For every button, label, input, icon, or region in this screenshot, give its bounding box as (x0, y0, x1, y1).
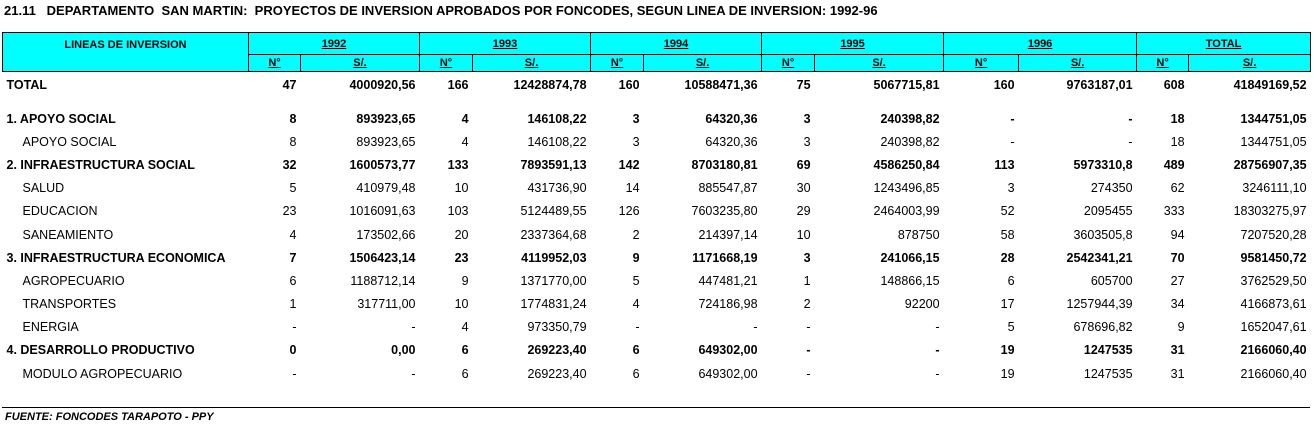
cell-amount: 317711,00 (357, 297, 416, 312)
cell-count: 52 (1000, 204, 1015, 219)
cell-amount: 9763187,01 (1066, 78, 1133, 92)
cell-count: - (1010, 111, 1015, 126)
cell-count: 28 (1000, 250, 1015, 265)
cell-count: 47 (282, 78, 297, 92)
table-row (3, 107, 1311, 130)
cell-count: 69 (796, 157, 811, 172)
cell-amount: 7207520,28 (1240, 227, 1307, 242)
cell-count: 489 (1163, 157, 1185, 172)
cell-count: 18 (1170, 134, 1185, 149)
cell-amount: 214397,14 (698, 227, 758, 242)
cell-count: 6 (289, 273, 297, 288)
cell-amount: 1016091,63 (349, 204, 416, 219)
cell-amount: 2337364,68 (520, 227, 587, 242)
cell-count: 6 (461, 343, 469, 358)
cell-amount: 1344751,05 (1240, 134, 1307, 149)
cell-amount: 10588471,36 (684, 78, 758, 92)
cell-count: 27 (1170, 273, 1185, 288)
cell-count: 30 (796, 181, 811, 196)
page-title: 21.11 DEPARTAMENTO SAN MARTIN: PROYECTOS DE INVERSION APROBADOS POR FONCODES, SEGUN LINEA DE INVERSION: 1992-96 (4, 3, 878, 18)
table-row (3, 130, 1311, 153)
cell-amount: 41849169,52 (1233, 78, 1307, 92)
cell-count: 142 (618, 157, 640, 172)
cell-amount: 5124489,55 (520, 204, 587, 219)
cell-count: 3 (803, 134, 811, 149)
header-n: N° (1137, 55, 1189, 72)
cell-count: 17 (1000, 297, 1015, 312)
cell-count: 19 (1000, 366, 1015, 381)
cell-amount: 3762529,50 (1240, 273, 1307, 288)
cell-count: - (806, 343, 811, 358)
cell-count: 3 (632, 111, 640, 126)
cell-count: 160 (618, 78, 640, 92)
header-year-1992: 1992 (249, 33, 420, 55)
cell-count: 608 (1163, 78, 1185, 92)
row-label: SANEAMIENTO (22, 227, 114, 242)
cell-count: 4 (289, 227, 297, 242)
cell-count: 3 (803, 250, 811, 265)
cell-amount: 12428874,78 (513, 78, 587, 92)
cell-amount: 724186,98 (698, 297, 758, 312)
cell-amount: - (935, 343, 940, 358)
cell-amount: 274350 (1090, 181, 1133, 196)
header-s: S/. (815, 55, 944, 72)
cell-amount: 1247535 (1083, 366, 1133, 381)
table-row (3, 153, 1311, 176)
cell-count: 20 (454, 227, 469, 242)
header-s: S/. (644, 55, 762, 72)
header-year-1996: 1996 (944, 33, 1137, 55)
cell-count: 2 (803, 297, 811, 312)
cell-count: 9 (461, 273, 469, 288)
cell-count: 58 (1000, 227, 1015, 242)
cell-amount: 1774831,24 (520, 297, 587, 312)
cell-count: 1 (803, 273, 811, 288)
cell-count: 62 (1170, 181, 1185, 196)
cell-amount: 1652047,61 (1240, 320, 1307, 335)
cell-amount: 2166060,40 (1240, 366, 1307, 381)
cell-count: 23 (282, 204, 297, 219)
cell-amount: 1600573,77 (349, 157, 416, 172)
header-s: S/. (1189, 55, 1311, 72)
cell-count: 7 (289, 250, 297, 265)
cell-amount: 1371770,00 (520, 273, 587, 288)
table-row (3, 223, 1311, 246)
cell-amount: - (1128, 134, 1133, 149)
cell-amount: 3603505,8 (1073, 227, 1133, 242)
row-label: 3. INFRAESTRUCTURA ECONOMICA (6, 250, 226, 265)
cell-amount: 92200 (904, 297, 940, 312)
cell-amount: 269223,40 (527, 366, 587, 381)
header-year-1995: 1995 (762, 33, 944, 55)
cell-count: 14 (625, 181, 640, 196)
cell-count: 3 (803, 111, 811, 126)
cell-amount: 240398,82 (880, 134, 940, 149)
cell-amount: 1506423,14 (349, 250, 416, 265)
table-row (3, 293, 1311, 316)
cell-amount: 4000920,56 (349, 78, 416, 92)
cell-amount: 28756907,35 (1233, 157, 1307, 172)
cell-count: 126 (618, 204, 640, 219)
table-row (3, 72, 1311, 99)
row-label: ENERGIA (22, 320, 79, 335)
cell-count: - (1010, 134, 1015, 149)
header-year-total: TOTAL (1137, 33, 1311, 55)
cell-amount: 410979,48 (356, 181, 416, 196)
cell-count: 4 (461, 320, 469, 335)
cell-amount: 269223,40 (527, 343, 587, 358)
table-row (3, 269, 1311, 292)
row-label: TOTAL (6, 78, 48, 92)
cell-amount: 1247535 (1083, 343, 1133, 358)
cell-count: 5 (1007, 320, 1015, 335)
cell-amount: 5067715,81 (873, 78, 940, 92)
cell-count: 31 (1170, 343, 1185, 358)
table-row (3, 246, 1311, 269)
row-label: AGROPECUARIO (22, 273, 125, 288)
cell-amount: 649302,00 (698, 343, 758, 358)
cell-amount: - (411, 366, 416, 381)
cell-count: 333 (1163, 204, 1185, 219)
cell-count: - (806, 320, 811, 335)
cell-count: - (635, 320, 640, 335)
spacer-row (3, 98, 1311, 107)
row-label: SALUD (22, 181, 65, 196)
cell-count: 3 (1007, 181, 1015, 196)
cell-count: 0 (289, 343, 297, 358)
cell-count: 29 (796, 204, 811, 219)
cell-amount: 447481,21 (698, 273, 758, 288)
cell-count: 5 (632, 273, 640, 288)
cell-count: 1 (289, 297, 297, 312)
table-row (3, 339, 1311, 362)
investment-table (2, 32, 1311, 385)
cell-amount: 64320,36 (705, 111, 758, 126)
cell-amount: 240398,82 (880, 111, 940, 126)
cell-amount: - (1128, 111, 1133, 126)
cell-count: 8 (289, 111, 297, 126)
table-body (3, 72, 1311, 386)
header-s: S/. (473, 55, 591, 72)
cell-count: 4 (461, 134, 469, 149)
cell-count: 166 (447, 78, 469, 92)
cell-amount: 5973310,8 (1073, 157, 1133, 172)
cell-count: 9 (632, 250, 640, 265)
cell-count: 6 (632, 343, 640, 358)
cell-amount: 1344751,05 (1240, 111, 1307, 126)
table-row (3, 177, 1311, 200)
cell-amount: - (753, 320, 758, 335)
cell-count: 10 (454, 297, 469, 312)
header-n: N° (591, 55, 644, 72)
cell-amount: 893923,65 (356, 111, 416, 126)
cell-count: 34 (1170, 297, 1185, 312)
cell-amount: - (935, 320, 940, 335)
cell-amount: 878750 (897, 227, 940, 242)
row-label: 2. INFRAESTRUCTURA SOCIAL (6, 157, 195, 172)
row-label: TRANSPORTES (22, 297, 117, 312)
header-n: N° (944, 55, 1019, 72)
cell-amount: 7893591,13 (520, 157, 587, 172)
header-lineas: LINEAS DE INVERSION (3, 33, 249, 72)
cell-count: - (292, 320, 297, 335)
cell-count: 10 (454, 181, 469, 196)
cell-count: 133 (447, 157, 469, 172)
cell-count: 2 (632, 227, 640, 242)
cell-count: 3 (632, 134, 640, 149)
cell-amount: 4586250,84 (873, 157, 940, 172)
cell-count: 113 (994, 157, 1015, 172)
row-label: 1. APOYO SOCIAL (6, 111, 116, 126)
table-row (3, 316, 1311, 339)
cell-count: 4 (632, 297, 640, 312)
cell-count: 18 (1170, 111, 1185, 126)
header-year-1993: 1993 (420, 33, 591, 55)
cell-count: 94 (1170, 227, 1185, 242)
cell-amount: 4119952,03 (521, 250, 587, 265)
cell-count: 6 (461, 366, 469, 381)
cell-amount: 9581450,72 (1240, 250, 1307, 265)
cell-amount: 4166873,61 (1240, 297, 1307, 312)
cell-amount: 2542341,21 (1066, 250, 1133, 265)
header-year-1994: 1994 (591, 33, 762, 55)
cell-count: 103 (447, 204, 469, 219)
cell-amount: 431736,90 (527, 181, 587, 196)
cell-count: 31 (1170, 366, 1185, 381)
cell-amount: 1188712,14 (350, 273, 416, 288)
cell-count: - (806, 366, 811, 381)
cell-count: 6 (632, 366, 640, 381)
cell-count: 6 (1007, 273, 1015, 288)
cell-amount: 146108,22 (527, 134, 587, 149)
cell-amount: 64320,36 (705, 134, 758, 149)
cell-amount: 2166060,40 (1240, 343, 1307, 358)
cell-amount: 678696,82 (1073, 320, 1133, 335)
cell-amount: 241066,15 (880, 250, 940, 265)
header-s: S/. (301, 55, 420, 72)
bottom-divider (2, 407, 1310, 408)
cell-count: 10 (796, 227, 811, 242)
row-label: MODULO AGROPECUARIO (22, 366, 183, 381)
cell-amount: 1243496,85 (873, 181, 940, 196)
cell-count: 23 (454, 250, 469, 265)
table-row (3, 200, 1311, 223)
row-label: EDUCACION (22, 204, 98, 219)
header-s: S/. (1019, 55, 1137, 72)
cell-count: 4 (461, 111, 469, 126)
cell-amount: - (411, 320, 416, 335)
header-n: N° (762, 55, 815, 72)
cell-amount: 8703180,81 (691, 157, 758, 172)
cell-amount: 1257944,39 (1066, 297, 1133, 312)
cell-amount: 146108,22 (527, 111, 587, 126)
cell-count: 19 (1000, 343, 1015, 358)
cell-amount: 7603235,80 (691, 204, 758, 219)
cell-amount: 973350,79 (527, 320, 587, 335)
cell-amount: 173502,66 (356, 227, 416, 242)
header-n: N° (420, 55, 473, 72)
cell-amount: 3246111,10 (1242, 181, 1307, 196)
table-row (3, 362, 1311, 385)
cell-count: - (292, 366, 297, 381)
cell-amount: 1171668,19 (692, 250, 758, 265)
row-label: 4. DESARROLLO PRODUCTIVO (6, 343, 195, 358)
cell-count: 32 (282, 157, 297, 172)
cell-amount: - (935, 366, 940, 381)
cell-amount: 2095455 (1083, 204, 1133, 219)
cell-count: 9 (1177, 320, 1185, 335)
cell-amount: 0,00 (391, 343, 416, 358)
source-note: FUENTE: FONCODES TARAPOTO - PPY (5, 411, 214, 423)
cell-amount: 649302,00 (698, 366, 758, 381)
cell-count: 5 (289, 181, 297, 196)
cell-count: 75 (796, 78, 811, 92)
cell-amount: 893923,65 (356, 134, 416, 149)
cell-amount: 2464003,99 (873, 204, 940, 219)
header-n: N° (249, 55, 301, 72)
cell-amount: 605700 (1090, 273, 1133, 288)
cell-amount: 148866,15 (880, 273, 940, 288)
cell-amount: 18303275,97 (1233, 204, 1307, 219)
cell-count: 8 (289, 134, 297, 149)
cell-amount: 885547,87 (698, 181, 758, 196)
cell-count: 160 (993, 78, 1015, 92)
row-label: APOYO SOCIAL (22, 134, 117, 149)
cell-count: 70 (1170, 250, 1185, 265)
